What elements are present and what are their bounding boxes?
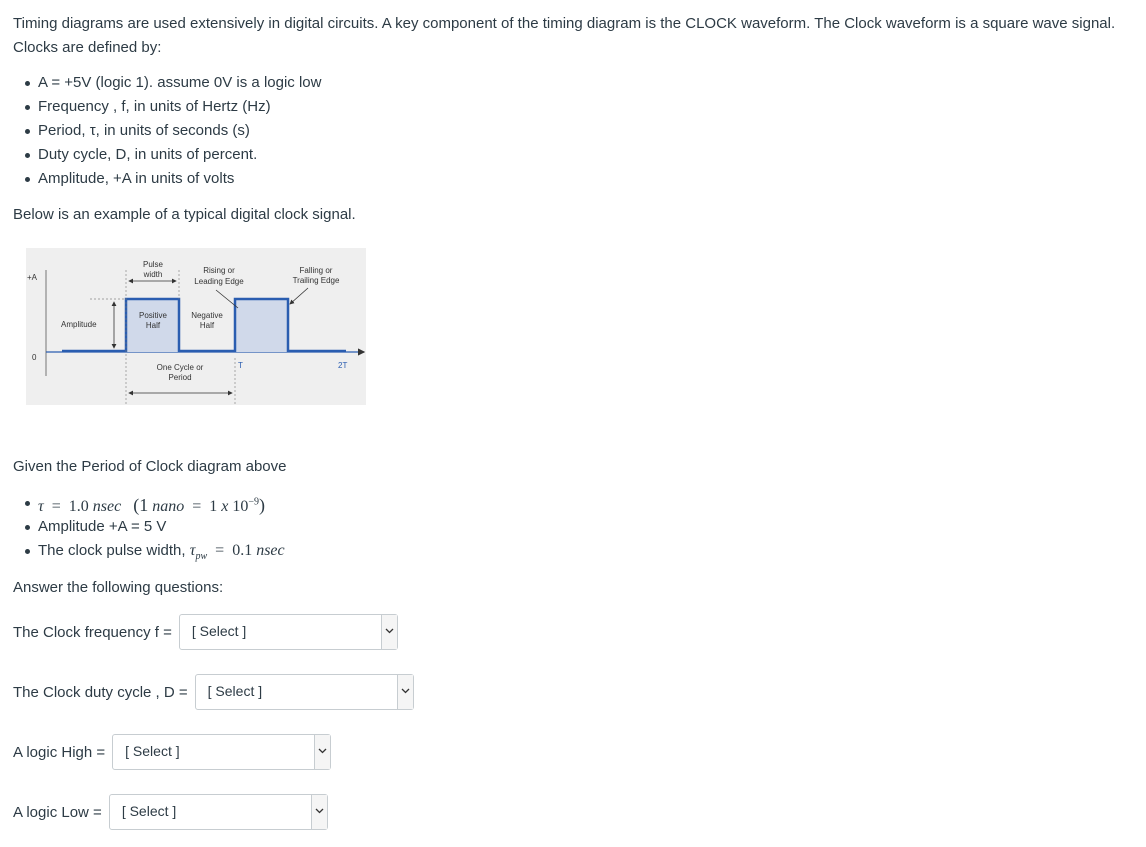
frequency-select-arrow[interactable] <box>381 615 397 649</box>
chevron-down-icon <box>315 808 324 814</box>
rising-edge-label-2: Leading Edge <box>194 277 244 286</box>
given-period <box>13 491 285 515</box>
chevron-down-icon <box>385 628 394 634</box>
chevron-down-icon <box>401 688 410 694</box>
definition-period: Period, τ, in units of seconds (s) <box>13 119 321 143</box>
question-logic-low-label: A logic Low = <box>13 803 102 821</box>
question-logic-high <box>13 733 331 771</box>
falling-edge-label-1: Falling or <box>299 266 333 275</box>
tau-eq: = <box>51 498 61 516</box>
question-frequency <box>13 613 398 651</box>
zero-label: 0 <box>32 353 37 362</box>
frequency-select[interactable] <box>179 614 398 650</box>
given-heading: Given the Period of Clock diagram above <box>13 458 287 475</box>
negative-half-label-1: Negative <box>191 311 223 320</box>
negative-half-label-2: Half <box>199 321 215 330</box>
plus-a-label: +A <box>27 273 38 282</box>
falling-edge-label-2: Trailing Edge <box>292 276 340 285</box>
pulse-width-label-1: Pulse <box>142 260 164 269</box>
pulse-subscript: pw <box>195 551 208 563</box>
clock-definitions-list <box>13 71 321 191</box>
nano-close: ) <box>258 495 265 516</box>
rising-edge-label-1: Rising or <box>203 266 235 275</box>
definition-amplitude-logic: A = +5V (logic 1). assume 0V is a logic low <box>13 71 321 95</box>
logic-low-select-arrow[interactable] <box>311 795 327 829</box>
question-duty-cycle-label: The Clock duty cycle , D = <box>13 683 188 701</box>
positive-half-label-2: Half <box>145 321 161 330</box>
logic-high-select-value: [ Select ] <box>125 743 180 759</box>
logic-high-select[interactable] <box>112 734 331 770</box>
nano-value: 1 <box>209 498 218 516</box>
pulse-value: 0.1 <box>232 542 253 559</box>
logic-low-select[interactable] <box>109 794 328 830</box>
given-pulse-width <box>13 539 285 563</box>
pulse-width-prefix: The clock pulse width, <box>38 542 186 559</box>
nano-word: nano <box>152 498 185 516</box>
tau-value: 1.0 <box>68 498 89 516</box>
intro-paragraph: Timing diagrams are used extensively in digital circuits. A key component of the timing diagram is the CLOCK waveform. The Clock waveform is a square wave signal. Clocks are defined by: <box>13 15 1116 56</box>
clock-waveform-diagram <box>26 248 366 405</box>
tau-symbol: τ <box>38 498 44 516</box>
question-duty-cycle <box>13 673 414 711</box>
definition-frequency: Frequency , f, in units of Hertz (Hz) <box>13 95 321 119</box>
clock-waveform-svg <box>26 248 366 405</box>
duty-cycle-select-value: [ Select ] <box>207 683 263 699</box>
tau-unit: nsec <box>92 498 122 516</box>
question-logic-high-label: A logic High = <box>13 743 106 761</box>
logic-high-select-arrow[interactable] <box>314 735 330 769</box>
nano-open: (1 <box>133 495 149 516</box>
period-t-label: T <box>238 361 243 370</box>
nano-exponent: −9 <box>248 497 259 508</box>
question-frequency-label: The Clock frequency f = <box>13 623 172 641</box>
nano-x: x <box>221 498 229 516</box>
period-2t-label: 2T <box>338 361 348 370</box>
period-label-2: Period <box>168 373 192 382</box>
positive-half-label-1: Positive <box>138 311 168 320</box>
logic-low-select-value: [ Select ] <box>121 803 177 819</box>
given-amplitude: Amplitude +A = 5 V <box>13 515 285 539</box>
example-text: Below is an example of a typical digital clock signal. <box>13 206 356 223</box>
nano-ten: 10 <box>232 498 249 516</box>
definition-amplitude: Amplitude, +A in units of volts <box>13 167 321 191</box>
duty-cycle-select[interactable] <box>195 674 414 710</box>
chevron-down-icon <box>318 748 327 754</box>
period-label-1: One Cycle or <box>156 363 204 372</box>
answer-heading: Answer the following questions: <box>13 579 224 596</box>
frequency-select-value: [ Select ] <box>191 623 247 639</box>
falling-edge-pointer <box>290 288 308 304</box>
nano-eq: = <box>192 498 202 516</box>
amplitude-label: Amplitude <box>61 320 97 329</box>
question-logic-low <box>13 793 328 831</box>
pulse-unit: nsec <box>256 542 285 559</box>
pulse-eq: = <box>215 542 225 559</box>
positive-half-shade-2 <box>235 299 288 352</box>
duty-cycle-select-arrow[interactable] <box>397 675 413 709</box>
definition-duty-cycle: Duty cycle, D, in units of percent. <box>13 143 321 167</box>
pulse-width-label-2: width <box>143 270 163 279</box>
pulse-tau-symbol: τ <box>189 542 196 559</box>
given-list <box>13 491 285 563</box>
